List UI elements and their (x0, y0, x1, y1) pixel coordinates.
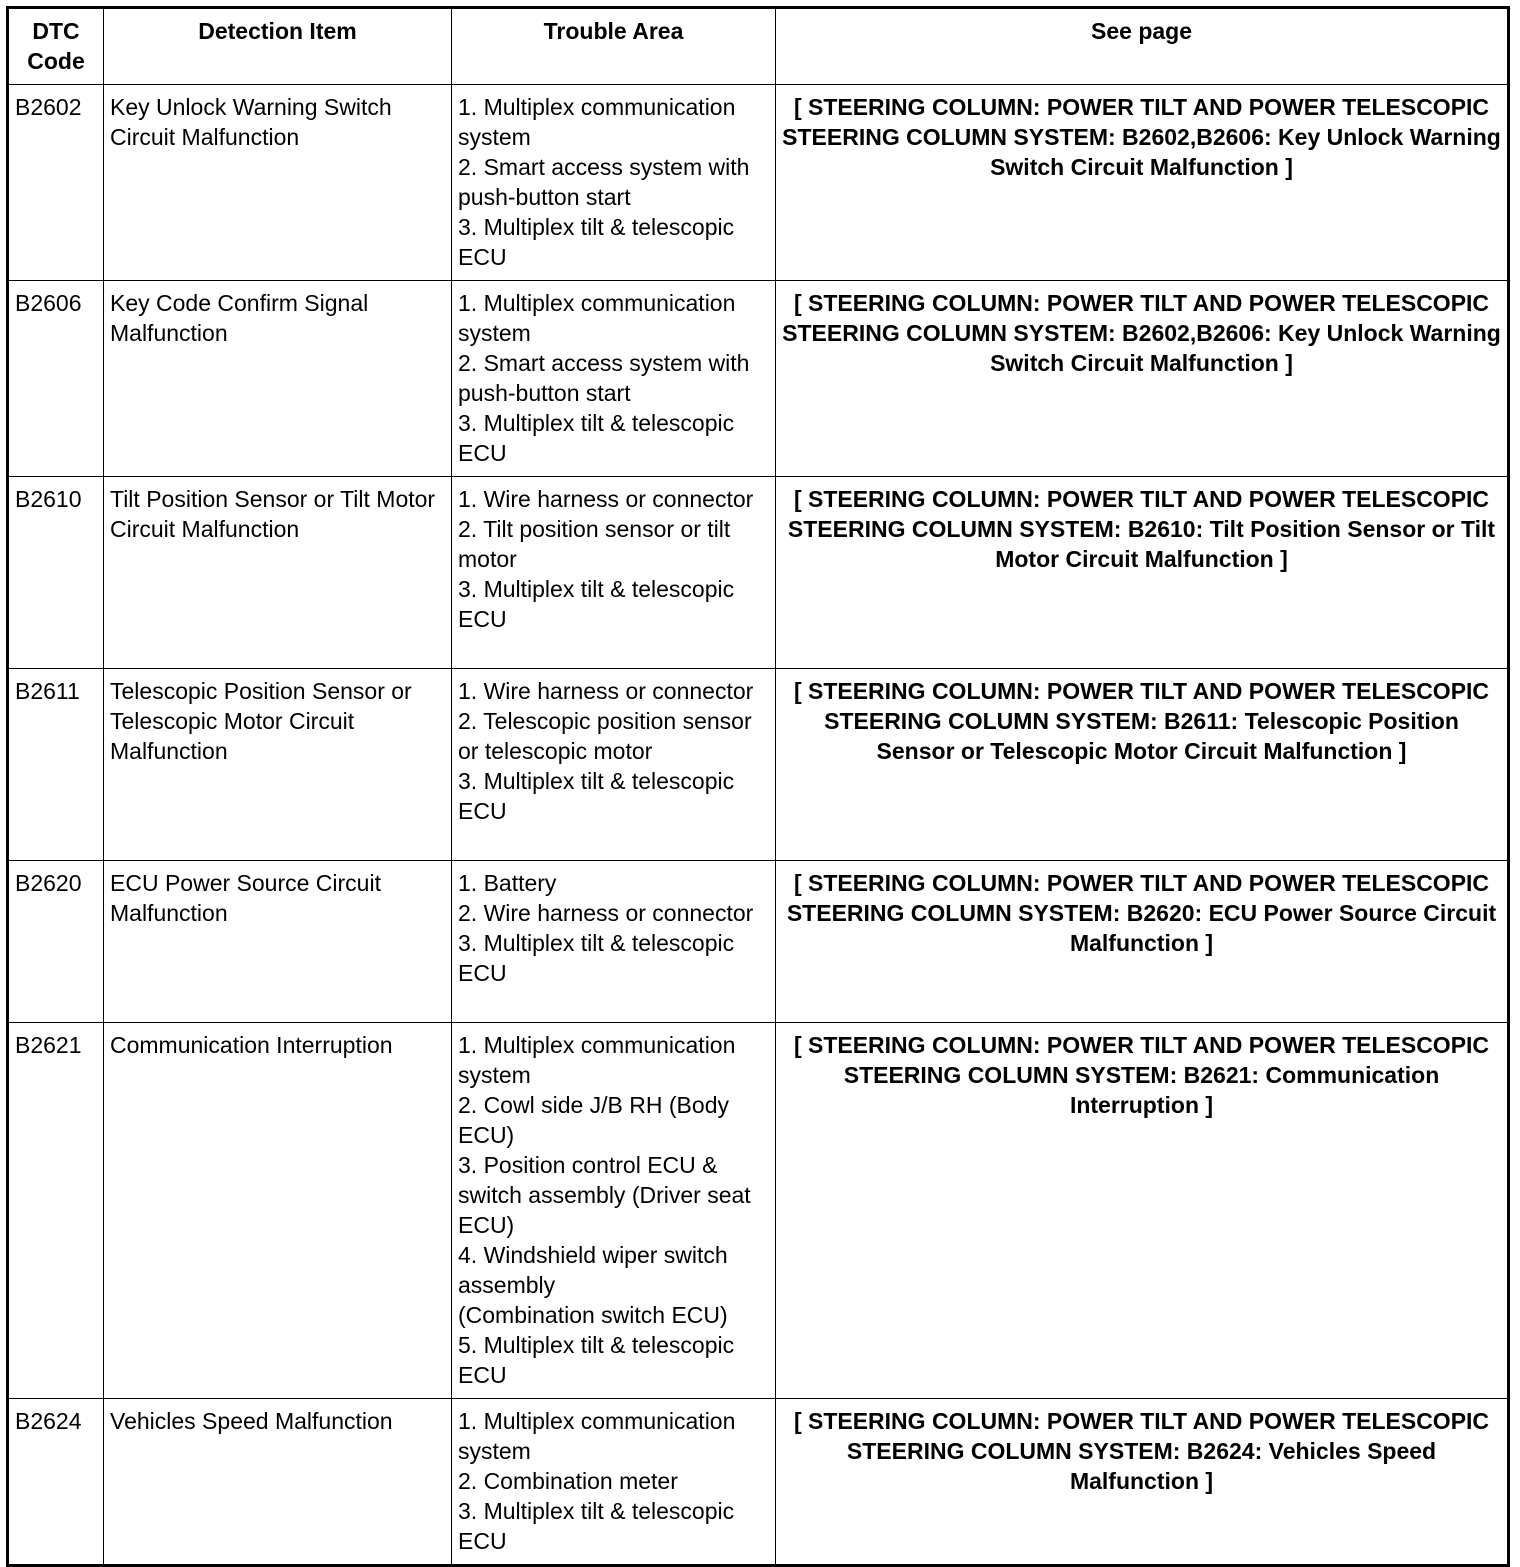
table-row (8, 1399, 1509, 1566)
table-row (8, 477, 1509, 669)
table-row (8, 85, 1509, 281)
trouble-area-line: 1. Wire harness or connector (458, 486, 754, 512)
trouble-area-line: 2. Telescopic position sensor or telescopic motor (458, 708, 752, 764)
header-dtc-code (8, 8, 104, 85)
trouble-area-line: 1. Multiplex communication system (458, 94, 736, 150)
dtc-code-cell: B2611 (8, 669, 104, 861)
trouble-area-cell (452, 477, 776, 669)
table-row (8, 281, 1509, 477)
detection-item-cell: ECU Power Source Circuit Malfunction (104, 861, 452, 1023)
dtc-code-cell: B2624 (8, 1399, 104, 1566)
trouble-area-line: 1. Multiplex communication system (458, 1032, 736, 1088)
trouble-area-line: 3. Position control ECU & switch assembly (Driver seat ECU) (458, 1152, 751, 1238)
dtc-code-cell: B2606 (8, 281, 104, 477)
table-row (8, 861, 1509, 1023)
trouble-area-cell (452, 1023, 776, 1399)
trouble-area-line: 5. Multiplex tilt & telescopic ECU (458, 1332, 735, 1388)
dtc-code-cell: B2610 (8, 477, 104, 669)
detection-item-cell: Vehicles Speed Malfunction (104, 1399, 452, 1566)
dtc-code-cell: B2602 (8, 85, 104, 281)
detection-item-cell: Key Code Confirm Signal Malfunction (104, 281, 452, 477)
header-row (8, 8, 1509, 85)
trouble-area-line: 3. Multiplex tilt & telescopic ECU (458, 214, 735, 270)
header-see-page: See page (776, 8, 1509, 85)
trouble-area-line: 2. Tilt position sensor or tilt motor (458, 516, 731, 572)
detection-item-cell: Communication Interruption (104, 1023, 452, 1399)
dtc-table (6, 6, 1510, 1567)
trouble-area-line: 2. Combination meter (458, 1468, 678, 1494)
trouble-area-cell (452, 1399, 776, 1566)
header-dtc-line1: DTC (32, 18, 80, 44)
trouble-area-line: 3. Multiplex tilt & telescopic ECU (458, 930, 735, 986)
detection-item-cell: Key Unlock Warning Switch Circuit Malfunction (104, 85, 452, 281)
see-page-link[interactable]: [ STEERING COLUMN: POWER TILT AND POWER TELESCOPIC STEERING COLUMN SYSTEM: B2602,B2606: Key Unlock Warning Switch Circuit Malfunction ] (776, 281, 1509, 477)
trouble-area-line: 3. Multiplex tilt & telescopic ECU (458, 1498, 735, 1554)
trouble-area-line: 4. Windshield wiper switch assembly (458, 1242, 728, 1298)
see-page-link[interactable]: [ STEERING COLUMN: POWER TILT AND POWER TELESCOPIC STEERING COLUMN SYSTEM: B2621: Communication Interruption ] (776, 1023, 1509, 1399)
trouble-area-cell (452, 861, 776, 1023)
trouble-area-line: 3. Multiplex tilt & telescopic ECU (458, 576, 735, 632)
trouble-area-cell (452, 669, 776, 861)
trouble-area-cell (452, 281, 776, 477)
header-trouble-area: Trouble Area (452, 8, 776, 85)
trouble-area-line: 2. Wire harness or connector (458, 900, 754, 926)
trouble-area-line: 3. Multiplex tilt & telescopic ECU (458, 768, 735, 824)
trouble-area-cell (452, 85, 776, 281)
trouble-area-line: 2. Smart access system with push-button start (458, 154, 750, 210)
trouble-area-line: (Combination switch ECU) (458, 1302, 728, 1328)
trouble-area-line: 1. Multiplex communication system (458, 1408, 736, 1464)
table-row (8, 669, 1509, 861)
trouble-area-line: 1. Wire harness or connector (458, 678, 754, 704)
see-page-link[interactable]: [ STEERING COLUMN: POWER TILT AND POWER TELESCOPIC STEERING COLUMN SYSTEM: B2610: Tilt Position Sensor or Tilt Motor Circuit Malfunction ] (776, 477, 1509, 669)
header-dtc-line2: Code (27, 48, 85, 74)
dtc-code-cell: B2621 (8, 1023, 104, 1399)
see-page-link[interactable]: [ STEERING COLUMN: POWER TILT AND POWER TELESCOPIC STEERING COLUMN SYSTEM: B2624: Vehicles Speed Malfunction ] (776, 1399, 1509, 1566)
trouble-area-line: 2. Cowl side J/B RH (Body ECU) (458, 1092, 729, 1148)
detection-item-cell: Telescopic Position Sensor or Telescopic Motor Circuit Malfunction (104, 669, 452, 861)
header-detection-item: Detection Item (104, 8, 452, 85)
trouble-area-line: 3. Multiplex tilt & telescopic ECU (458, 410, 735, 466)
table-row (8, 1023, 1509, 1399)
dtc-code-cell: B2620 (8, 861, 104, 1023)
see-page-link[interactable]: [ STEERING COLUMN: POWER TILT AND POWER TELESCOPIC STEERING COLUMN SYSTEM: B2620: ECU Power Source Circuit Malfunction ] (776, 861, 1509, 1023)
see-page-link[interactable]: [ STEERING COLUMN: POWER TILT AND POWER TELESCOPIC STEERING COLUMN SYSTEM: B2611: Telescopic Position Sensor or Telescopic Motor Circuit Malfunction ] (776, 669, 1509, 861)
trouble-area-line: 1. Multiplex communication system (458, 290, 736, 346)
detection-item-cell: Tilt Position Sensor or Tilt Motor Circuit Malfunction (104, 477, 452, 669)
trouble-area-line: 2. Smart access system with push-button start (458, 350, 750, 406)
trouble-area-line: 1. Battery (458, 870, 557, 896)
see-page-link[interactable]: [ STEERING COLUMN: POWER TILT AND POWER TELESCOPIC STEERING COLUMN SYSTEM: B2602,B2606: Key Unlock Warning Switch Circuit Malfunction ] (776, 85, 1509, 281)
table-body (8, 85, 1509, 1566)
